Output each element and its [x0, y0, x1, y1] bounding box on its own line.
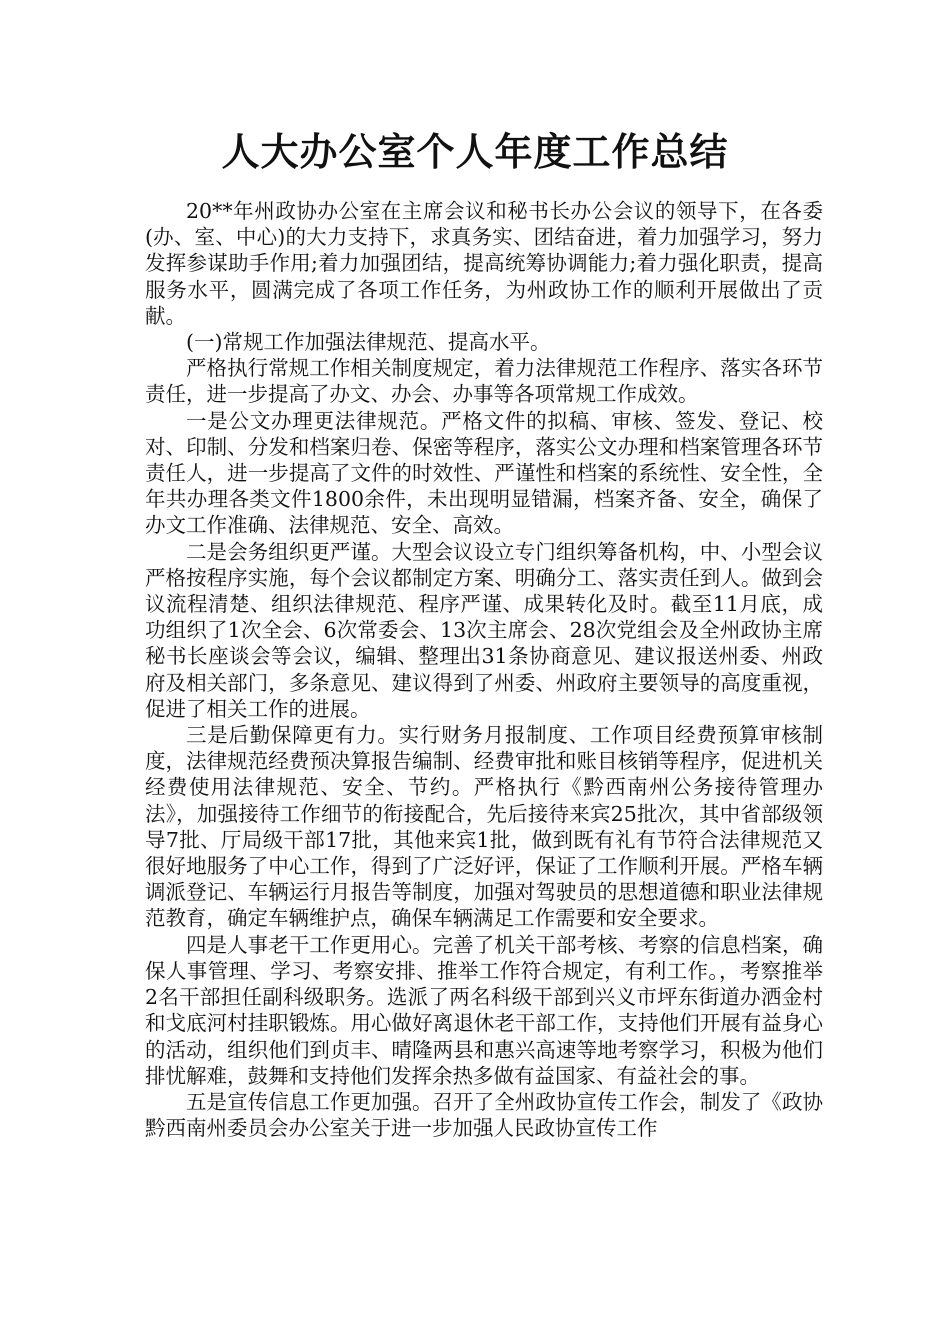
paragraph-item-documents: 一是公文办理更法律规范。严格文件的拟稿、审核、签发、登记、校对、印制、分发和档案归卷、保密等程序，落实公文办理和档案管理各环节责任人，进一步提高了文件的时效性、严谨性和档案的系统性、安全性，全年共办理各类文件1800余件，未出现明显错漏，档案齐备、安全，确保了办文工作准确、法律规范、安全、高效。	[145, 408, 823, 538]
paragraph-item-publicity: 五是宣传信息工作更加强。召开了全州政协宣传工作会，制发了《政协黔西南州委员会办公室关于进一步加强人民政协宣传工作	[145, 1089, 823, 1141]
document-body	[145, 198, 823, 1141]
document-title: 人大办公室个人年度工作总结	[221, 130, 729, 174]
paragraph-intro: 20**年州政协办公室在主席会议和秘书长办公会议的领导下，在各委(办、室、中心)的大力支持下，求真务实、团结奋进，着力加强学习，努力发挥参谋助手作用;着力加强团结，提高统筹协调能力;着力强化职责，提高服务水平，圆满完成了各项工作任务，为州政协工作的顺利开展做出了贡献。	[145, 199, 823, 328]
paragraph-item-meetings: 二是会务组织更严谨。大型会议设立专门组织筹备机构，中、小型会议严格按程序实施，每个会议都制定方案、明确分工、落实责任到人。做到会议流程清楚、组织法律规范、程序严谨、成果转化及时。截至11月底，成功组织了1次全会、6次常委会、13次主席会、28次党组会及全州政协主席秘书长座谈会等会议，编辑、整理出31条协商意见、建议报送州委、州政府及相关部门，多条意见、建议得到了州委、州政府主要领导的高度重视，促进了相关工作的进展。	[145, 539, 823, 721]
paragraph-section-heading: (一)常规工作加强法律规范、提高水平。	[186, 330, 551, 355]
paragraph-item-personnel: 四是人事老干工作更用心。完善了机关干部考核、考察的信息档案，确保人事管理、学习、考察安排、推举工作符合规定，有利工作。，考察推举2名干部担任副科级职务。选派了两名科级干部到兴义市坪东街道办洒金村和戈底河村挂职锻炼。用心做好离退休老干部工作，支持他们开展有益身心的活动，组织他们到贞丰、晴隆两县和惠兴高速等地考察学习，积极为他们排忧解难，鼓舞和支持他们发挥余热多做有益国家、有益社会的事。	[145, 932, 823, 1088]
paragraph-item-logistics: 三是后勤保障更有力。实行财务月报制度、工作项目经费预算审核制度，法律规范经费预决算报告编制、经费审批和账目核销等程序，促进机关经费使用法律规范、安全、节约。严格执行《黔西南州公务接待管理办法》，加强接待工作细节的衔接配合，先后接待来宾25批次，其中省部级领导7批、厅局级干部17批，其他来宾1批，做到既有礼有节符合法律规范又很好地服务了中心工作，得到了广泛好评，保证了工作顺利开展。严格车辆调派登记、车辆运行月报告等制度，加强对驾驶员的思想道德和职业法律规范教育，确定车辆维护点，确保车辆满足工作需要和安全要求。	[145, 723, 823, 931]
paragraph-section-summary: 严格执行常规工作相关制度规定，着力法律规范工作程序、落实各环节责任，进一步提高了办文、办会、办事等各项常规工作成效。	[145, 356, 823, 407]
